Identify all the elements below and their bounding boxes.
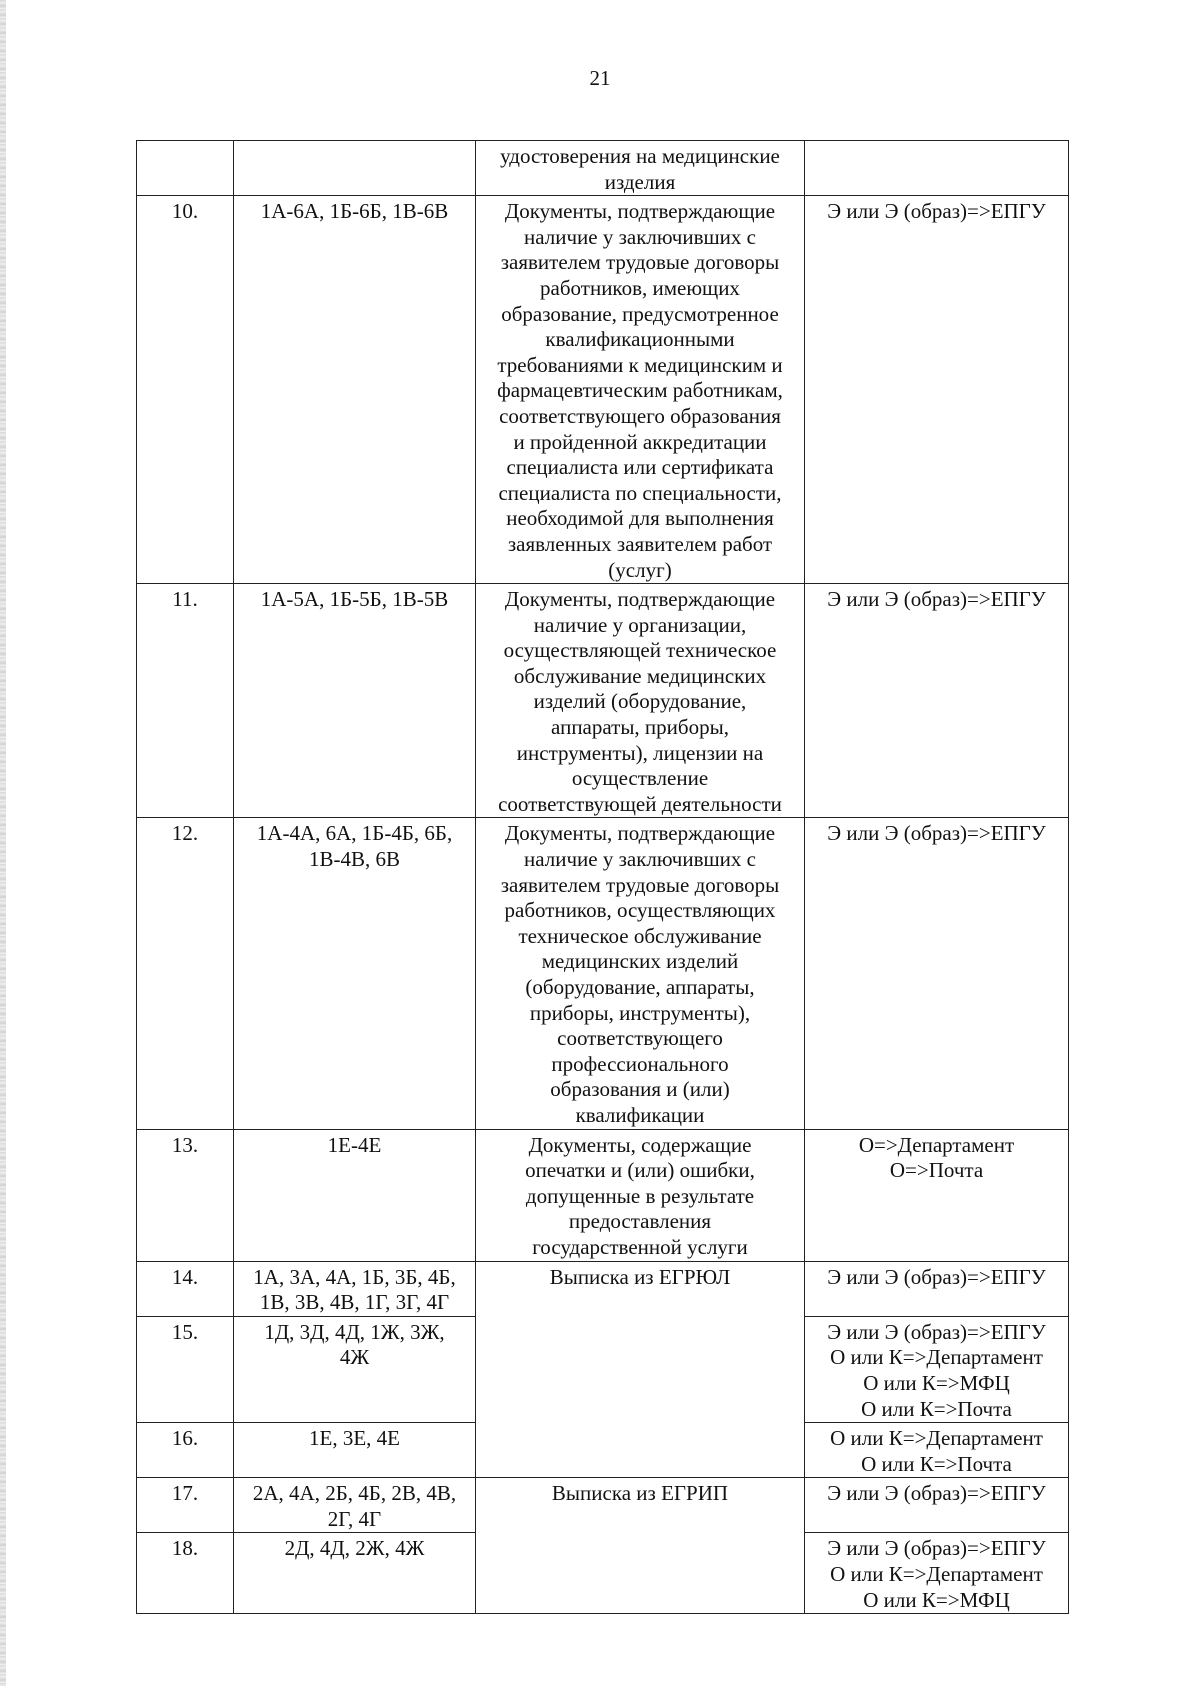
variants-cell: [234, 1316, 476, 1422]
document-cell: [476, 1129, 805, 1261]
method-line: Э или Э (образ)=>ЕПГУ: [827, 199, 1046, 224]
table-row: [137, 141, 1069, 196]
row-number: [137, 141, 234, 196]
row-number: 10.: [137, 196, 234, 584]
document-line: аппараты, приборы,: [551, 715, 729, 740]
document-line: квалификационными: [545, 327, 735, 352]
method-cell: [805, 1478, 1069, 1533]
row-number: 12.: [137, 818, 234, 1129]
document-line: инструменты), лицензии на: [516, 740, 764, 765]
row-number: 18.: [137, 1533, 234, 1614]
variants-cell: [234, 818, 476, 1129]
method-line: Э или Э (образ)=>ЕПГУ: [827, 587, 1046, 612]
table-row: [137, 1261, 1069, 1316]
variants-cell: [234, 196, 476, 584]
table-row: [137, 584, 1069, 818]
document-line: Выписка из ЕГРИП: [551, 1481, 729, 1506]
variants-cell: [234, 1423, 476, 1478]
variants-line: 1Д, 3Д, 4Д, 1Ж, 3Ж,: [264, 1319, 445, 1344]
method-line: О=>Департамент: [858, 1132, 1015, 1157]
row-number: 17.: [137, 1478, 234, 1533]
method-line: О или К=>Департамент: [830, 1562, 1043, 1587]
row-number: 11.: [137, 584, 234, 818]
method-line: О или К=>Почта: [861, 1451, 1012, 1476]
document-line: и пройденной аккредитации: [513, 429, 767, 454]
row-number: 13.: [137, 1129, 234, 1261]
document-line: удостоверения на медицинские: [500, 144, 780, 168]
document-line: заявителем трудовые договоры: [500, 250, 780, 275]
variants-line: 2Д, 4Д, 2Ж, 4Ж: [284, 1536, 425, 1561]
document-line: (услуг): [608, 557, 672, 582]
method-line: О или К=>Департамент: [830, 1345, 1043, 1370]
document-cell: [476, 141, 805, 196]
variants-cell: [234, 141, 476, 196]
variants-line: 1А-4А, 6А, 1Б-4Б, 6Б,: [256, 821, 453, 846]
document-line: опечатки и (или) ошибки,: [525, 1158, 755, 1183]
document-line: изделия: [604, 169, 676, 194]
method-cell: [805, 141, 1069, 196]
document-line: работников, осуществляющих: [504, 898, 776, 923]
variants-line: 1Е-4Е: [327, 1132, 382, 1157]
document-line: допущенные в результате: [525, 1183, 755, 1208]
document-line: предоставления: [568, 1209, 712, 1234]
document-line: наличие у заключивших с: [524, 847, 756, 872]
document-line: обслуживание медицинских: [513, 663, 767, 688]
document-line: Документы, подтверждающие: [504, 821, 776, 846]
method-line: Э или Э (образ)=>ЕПГУ: [827, 1481, 1046, 1506]
document-line: государственной услуги: [532, 1234, 748, 1259]
document-line: работников, имеющих: [540, 275, 740, 300]
document-cell: [476, 584, 805, 818]
documents-table: [136, 140, 1069, 1614]
variants-line: 1В, 3В, 4В, 1Г, 3Г, 4Г: [259, 1290, 450, 1315]
document-line: соответствующего: [557, 1026, 723, 1051]
document-line: наличие у организации,: [533, 612, 747, 637]
method-line: Э или Э (образ)=>ЕПГУ: [827, 821, 1046, 846]
document-line: Документы, содержащие: [528, 1132, 752, 1157]
variants-line: 1А, 3А, 4А, 1Б, 3Б, 4Б,: [253, 1264, 456, 1289]
method-cell: [805, 1316, 1069, 1422]
table-row: [137, 1129, 1069, 1261]
variants-line: 1В-4В, 6В: [308, 847, 400, 872]
document-line: квалификации: [575, 1102, 705, 1127]
variants-line: 4Ж: [339, 1345, 370, 1370]
document-line: Документы, подтверждающие: [504, 587, 776, 612]
method-line: Э или Э (образ)=>ЕПГУ: [827, 1536, 1046, 1561]
document-line: заявленных заявителем работ: [507, 531, 773, 556]
document-line: фармацевтическим работникам,: [497, 378, 783, 403]
variants-line: 2А, 4А, 2Б, 4Б, 2В, 4В,: [252, 1481, 457, 1506]
variants-cell: [234, 1533, 476, 1614]
document-line: Выписка из ЕГРЮЛ: [549, 1264, 731, 1289]
document-line: заявителем трудовые договоры: [500, 872, 780, 897]
document-cell: [476, 1478, 805, 1614]
variants-line: 2Г, 4Г: [327, 1506, 382, 1531]
method-cell: [805, 818, 1069, 1129]
method-cell: [805, 1261, 1069, 1316]
method-cell: [805, 196, 1069, 584]
document-line: соответствующей деятельности: [498, 791, 782, 816]
document-line: наличие у заключивших с: [524, 224, 756, 249]
table-row: [137, 1478, 1069, 1533]
document-line: медицинских изделий: [541, 949, 739, 974]
table-row: [137, 818, 1069, 1129]
document-line: осуществляющей техническое: [503, 638, 777, 663]
table-row: [137, 196, 1069, 584]
document-line: техническое обслуживание: [518, 923, 762, 948]
method-line: О или К=>МФЦ: [863, 1587, 1010, 1612]
document-cell: [476, 818, 805, 1129]
document-cell: [476, 1261, 805, 1478]
method-line: О или К=>Почта: [861, 1396, 1012, 1421]
document-line: изделий (оборудование,: [533, 689, 747, 714]
variants-line: 1А-6А, 1Б-6Б, 1В-6В: [260, 199, 449, 224]
document-line: специалиста или сертификата: [506, 455, 774, 480]
method-cell: [805, 584, 1069, 818]
variants-cell: [234, 1261, 476, 1316]
document-cell: [476, 196, 805, 584]
variants-line: 1А-5А, 1Б-5Б, 1В-5В: [260, 587, 449, 612]
page-number: 21: [589, 66, 611, 90]
document-line: профессионального: [551, 1051, 729, 1076]
variants-cell: [234, 584, 476, 818]
method-line: О или К=>Департамент: [830, 1426, 1043, 1451]
variants-line: 1Е, 3Е, 4Е: [309, 1426, 400, 1451]
document-line: образование, предусмотренное: [501, 301, 779, 326]
method-cell: [805, 1533, 1069, 1614]
scan-edge-artifact: [0, 0, 6, 1686]
document-line: (оборудование, аппараты,: [525, 975, 755, 999]
method-cell: [805, 1423, 1069, 1478]
document-line: осуществление: [571, 766, 709, 791]
document-line: необходимой для выполнения: [506, 506, 774, 531]
method-line: Э или Э (образ)=>ЕПГУ: [827, 1319, 1046, 1344]
row-number: 14.: [137, 1261, 234, 1316]
method-cell: [805, 1129, 1069, 1261]
variants-cell: [234, 1129, 476, 1261]
document-line: Документы, подтверждающие: [504, 199, 776, 224]
document-line: приборы, инструменты),: [529, 1000, 751, 1025]
row-number: 15.: [137, 1316, 234, 1422]
row-number: 16.: [137, 1423, 234, 1478]
document-line: требованиями к медицинским и: [497, 352, 783, 377]
document-line: соответствующего образования: [499, 403, 781, 428]
document-line: специалиста по специальности,: [498, 480, 782, 505]
variants-cell: [234, 1478, 476, 1533]
method-line: Э или Э (образ)=>ЕПГУ: [827, 1264, 1046, 1289]
method-line: О или К=>МФЦ: [863, 1370, 1010, 1395]
document-line: образования и (или): [550, 1077, 730, 1102]
method-line: О=>Почта: [889, 1158, 984, 1183]
